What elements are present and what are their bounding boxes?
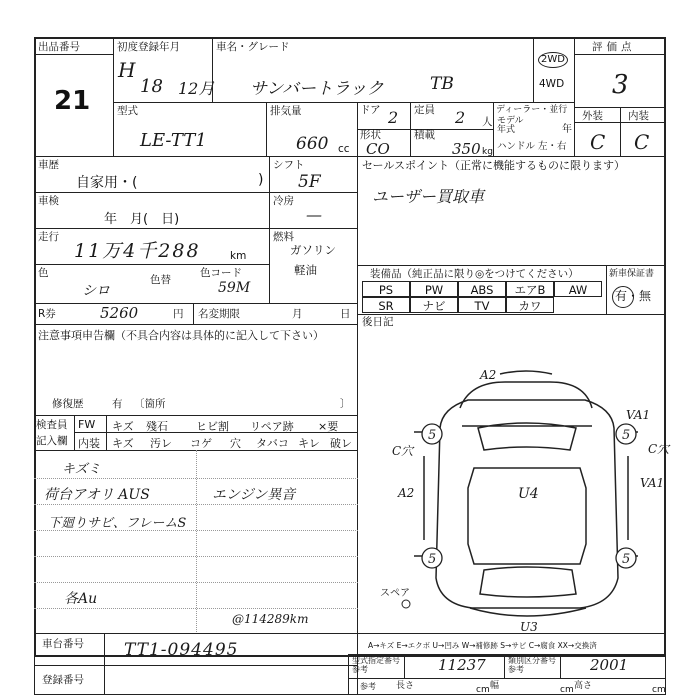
inspector-row2-dirt: 汚レ [150,437,172,450]
ac-value: — [306,205,322,224]
note-underbody: 下廻りサビ、フレームS [48,516,187,531]
inspector-label2: 記入欄 [36,435,68,447]
sales-box [357,156,666,266]
fuel-label: 燃料 [273,231,294,243]
lot-number-label: 出品番号 [38,41,80,53]
inspector-row2-kizu: キズ [112,437,134,450]
grade-value: TB [430,74,454,94]
mark-center: U4 [518,486,539,502]
length-label: 長さ [396,681,415,691]
inspector-row2-tobacco: タバコ [256,437,289,450]
ac-label: 冷房 [273,195,294,207]
sales-title: セールスポイント（正常に機能するものに限ります） [362,159,626,172]
mark-right-side: VA1 [640,476,665,490]
length-unit: cm [476,685,490,695]
ext-label: 外装 [582,110,603,122]
new-car-circle [612,286,634,308]
recycle-label: R券 [38,308,56,320]
car-name-label: 車名・グレード [216,41,290,53]
displacement-label: 排気量 [270,105,302,117]
diagram-legend: A→キズ E→エクボ U→凹み W→補修跡 S→サビ C→腐食 XX→交換済 [368,641,597,650]
equipment-item: ナビ [410,297,458,313]
capacity-label: 定員 [414,104,435,116]
equipment-item: TV [458,297,506,313]
color-change-label: 色替 [150,274,171,286]
svg-text:5: 5 [622,428,631,443]
inspector-fw: FW [78,418,96,431]
recycle-unit: 円 [173,308,184,320]
equipment-title: 装備品（純正品に限り◎をつけてください） [370,268,579,280]
equipment-item: PW [410,281,458,297]
capacity-value: 2 [455,108,466,127]
displacement-unit: cc [338,143,350,155]
inspector-row1-need: ×要 [318,420,339,433]
dealer-label: ディーラー・並行 [496,105,568,115]
note-scratch: キズミ [62,462,101,477]
inspector-row1-crack: ヒビ割 [196,420,229,433]
shape-value: CO [366,140,390,158]
chassis-label: 車台番号 [42,638,84,650]
history-label: 車歴 [38,159,59,171]
mark-rear: U3 [520,620,538,634]
note-bed-gate: 荷台アオリ AUS [44,487,150,503]
capacity-unit: 人 [482,116,493,128]
repair-close: 〕 [340,398,351,410]
mark-left-c: C穴 [392,444,414,458]
history-close: ) [258,172,264,188]
equipment-item: SR [362,297,410,313]
repair-place: 〔箇所 [134,398,166,410]
mark-left-side: A2 [398,486,415,500]
inspector-row1-kizu: キズ [112,420,134,433]
drive-box [533,37,575,103]
shape-label: 形状 [360,129,381,141]
equipment-item: PS [362,281,410,297]
note-each-au: 各Au [64,591,98,607]
svg-text:5: 5 [428,552,437,567]
ref-label: 参考 [360,682,376,691]
name-change-day: 日 [340,308,351,320]
int-label: 内装 [628,110,649,122]
color-code-label: 色コード [200,267,242,279]
inspector-interior: 内装 [78,437,100,450]
chassis-value: TT1-094495 [124,640,239,660]
note-odometer: @114289km [232,612,309,626]
equipment-item: AW [554,281,602,297]
drive-2wd: 2WD [538,52,568,68]
fuel-diesel: 軽油 [294,263,317,277]
model-year-unit: 年 [562,124,572,135]
name-change-month: 月 [292,308,303,320]
type-no-value: 11237 [438,656,486,674]
fuel-gas: ガソリン [290,243,336,257]
color-label: 色 [38,267,49,279]
width-label: 幅 [490,681,500,691]
mark-front: A2 [480,368,497,382]
history-value: 自家用・( [76,175,138,191]
eval-label: 評価点 [592,41,636,53]
inspector-row2-burn: コゲ [190,437,212,450]
int-value: C [634,130,650,154]
load-label: 積載 [414,129,435,141]
height-unit: cm [652,685,666,695]
svg-text:5: 5 [622,552,631,567]
displacement-value: 660 [296,134,329,154]
car-name-value: サンバートラック [250,79,384,99]
doors-value: 2 [388,108,399,127]
inspector-row2-tear: 破レ [330,437,352,450]
mileage-label: 走行 [38,231,59,243]
mileage-unit: km [230,250,247,262]
inspector-label1: 検査員 [36,419,68,431]
eval-value: 3 [612,70,629,100]
first-reg-month: 12月 [178,79,215,98]
svg-text:5: 5 [428,428,437,443]
mark-right-front: VA1 [626,408,651,422]
new-car-value: 有・無 [615,289,652,303]
first-reg-era: H [118,58,136,82]
first-reg-label: 初度登録年月 [117,41,180,53]
first-reg-year: 18 [140,76,163,97]
inspection-value: 年 月( 日) [104,212,180,227]
type-no-label: 型式指定番号 参考 [352,656,400,674]
sales-value: ユーザー買取車 [372,187,485,206]
repair-value: 有 [112,398,123,410]
handle-label: ハンドル 左・右 [497,141,567,152]
equipment-item: カワ [506,297,554,313]
ext-value: C [590,130,606,154]
class-no-value: 2001 [590,656,629,674]
load-unit: kg [482,147,493,157]
inspector-row2-hole: 穴 [230,437,241,450]
inspector-row1-repair: リペア跡 [250,420,294,433]
lot-number-value: 21 [54,86,91,116]
mileage-value: 11万4千288 [74,240,201,262]
mark-right-c: C穴 [648,442,670,456]
rear-seat-label: 後日記 [362,316,394,328]
height-label: 高さ [574,681,593,691]
equipment-item: エアB [506,281,554,297]
model-label: 型式 [117,105,138,117]
color-value: シロ [82,283,110,299]
class-no-label: 類別区分番号 参考 [508,656,556,674]
notes-title: 注意事項申告欄（不具合内容は具体的に記入して下さい） [38,329,324,342]
svg-text:スペア: スペア [380,588,410,599]
doors-label: ドア [360,104,381,116]
equipment-item: ABS [458,281,506,297]
recycle-value: 5260 [100,304,139,322]
load-value: 350 [452,140,481,158]
repair-label: 修復歴 [52,398,84,410]
inspector-row1-stone: 殘石 [146,420,168,433]
new-car-label: 新車保証書 [609,269,655,279]
shift-value: 5F [298,172,321,192]
inspector-row2-cut: キレ [298,437,320,450]
color-code-value: 59M [218,280,251,296]
name-change-label: 名変期限 [198,308,240,320]
shift-label: シフト [273,159,305,171]
model-year-label: モデル年式 [497,116,524,135]
note-engine: エンジン異音 [212,487,296,503]
reg-label: 登録番号 [42,674,84,686]
width-unit: cm [560,685,574,695]
inspection-label: 車検 [38,195,59,207]
drive-4wd: 4WD [539,78,565,90]
model-value: LE-TT1 [140,130,207,151]
